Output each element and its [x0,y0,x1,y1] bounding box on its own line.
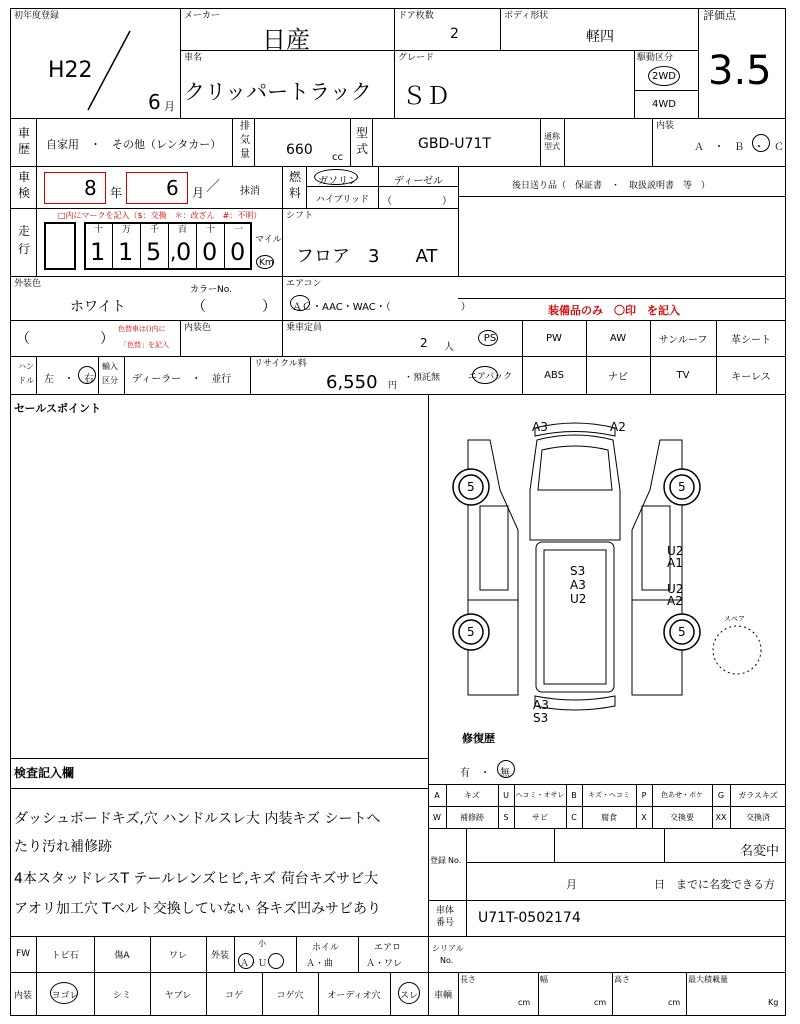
mark-a2-right: A2 [667,594,683,608]
mark-u2-right-b: U2 [667,582,684,596]
shift-value: フロア 3 AT [296,246,438,267]
grade-value: ＳＤ [402,82,450,110]
inspection-month: 6 [166,176,179,200]
mileage-digit-6: 0 [230,238,246,266]
ac-value: ＡＣ・AAC・WAC・（ ） [292,302,471,313]
equip-navi: ナビ [608,371,628,383]
mileage-note: □内にマークを記入（$：交換 ＊：改ざん #：不明） [58,211,262,220]
int-dirt: ヨゴレ [51,990,79,1001]
int-scuff: スレ [399,990,418,1001]
mark-s3-rear: S3 [533,711,549,725]
int-dirt-circle [50,982,78,1004]
ext-u-circle [268,953,284,969]
handle-circle [78,366,96,384]
mileage-digit-1: 1 [90,238,106,266]
equip-leather: 革シート [731,334,771,346]
interior-grade-value: Ａ ・ Ｂ ・ Ｃ [694,142,784,153]
model-value: GBD-U71T [418,136,491,152]
name-change-label: 名変中 [740,844,780,859]
ext-a-circle [238,953,254,969]
equip-aw: AW [609,332,627,344]
body-shape-value: 軽四 [586,29,614,45]
fuel-gas: ガソリン [318,176,358,187]
equip-ps-circle [478,330,498,346]
exterior-color-value: ホワイト [70,299,126,315]
mark-a3-front: A3 [532,420,548,434]
equip-pw: PW [546,332,562,344]
registration-label: 初年度登録 [14,11,60,21]
ac-circle [290,295,310,311]
sales-point-label: セールスポイント [14,402,102,415]
remarks-line-1: ダッシュボードキズ,穴 ハンドルスレ大 内装キズ シートへ [14,811,381,827]
mileage-digit-3: 5 [146,238,162,266]
int-scuff-circle [398,982,420,1004]
mark-u2-right-a: U2 [667,544,684,558]
import-value: ディーラー ・ 並行 [132,374,232,385]
registration-year: H22 [48,58,93,83]
legend-c: 腐食 [601,812,617,822]
legend-x: 交換要 [670,812,694,822]
equip-abs: ABS [544,369,564,381]
equip-airbag-circle [472,366,498,384]
equip-airbag: エアバック [467,371,513,382]
registration-month: 6 [148,90,161,114]
legend-xx: 交換済 [746,812,770,822]
repair-circle [497,760,515,778]
mark-5-rl: 5 [467,625,475,639]
fuel-diesel: ディーゼル [394,176,443,187]
car-damage-diagram [440,410,780,730]
legend-g: ガラスキズ [738,790,778,800]
equipment-title: 装備品のみ 〇印 を記入 [548,304,680,317]
spare-label: スペア [724,615,745,623]
mark-a2-front: A2 [610,420,626,434]
equip-ps: PS [483,332,497,344]
capacity-value: 2 [420,336,428,350]
auction-inspection-sheet: 初年度登録 H22 6 月 メーカー 日産 ドア枚数 2 ボディ形状 軽四 評価点 3.5 車名 クリッパートラック グレード ＳＤ 駆動区分 2WD 4WD 車 歴 自家用 ・ その他（レンタカー） 排 気 量 660 cc 型 式 GBD-U71T 通称 型式 内装 Ａ ・ Ｂ ・ Ｃ 車 検 8 年 6 月 抹消 ／ 燃 料 ガソリン ディーゼル ハイブリッド （ ） 後日送り品（ 保証書 ・ 取扱説明書 等 ） 走 行 □内にマークを記入（$：交換 ＊：改ざん #：不明） 十 万 千 百 十 一 1 1 5 , 0 0 0 マイル Km シフト フロア 3 AT 外装色 ホワイト カラーNo. （ ） エアコン ＡＣ・AAC・WAC・（ ） 装備品のみ 〇印 を記入 （ ） 色替車は()内に 「色替」を記入 内装色 乗車定員 2 人 PS PW AW サンルーフ 革シート ハン ドル 左 ・ 右 輸入 区分 ディーラー ・ 並行 リサイクル料 6,550 円 ・預託無 エアバック ABS ナビ TV キーレス セールスポイント A3 A2 5 5 5 5 S3 A3 U2 U2 A1 U2 A2 A3 S3 スペア 修復歴 有 ・ 無 検査記入欄 ダッシュボードキズ,穴 ハンドルスレ大 内装キズ シートへ たり汚れ補修跡 4本スタッドレスT テールレンズヒビ,キズ 荷台キズサビ大 アオリ加工穴 Tベルト交換していない 各キズ凹みサビあり A キズ U ヘコミ・オサレ B キズ・ヘコミ P 色あせ・ボケ G ガラスキズ W 補修跡 S サビ C 腐食 X 交換要 XX 交換済 登録 No. 名変中 月 日 までに名変できる方 車体 番号 U71T-0502174 FW トビ石 傷A ワレ 外装 小 Ａ・Ｕ ホイル Ａ・曲 エアロ Ａ・ワレ 内装 ヨゴレ シミ ヤブレ コゲ コゲ穴 オーディオ穴 スレ シリアル No. 車輌 長さ cm 幅 cm 高さ cm 最大積載量 Kg [0,0,800,1024]
mark-5-fl: 5 [467,480,475,494]
mark-a3-rear: A3 [533,698,549,712]
repair-label: 修復歴 [462,732,495,745]
mileage-digit-5: 0 [202,238,218,266]
mileage-digit-2: 1 [118,238,134,266]
drive-4wd: 4WD [652,99,676,110]
inspection-year: 8 [84,176,97,200]
registration-slash [80,28,140,114]
legend-b: キズ・ヘコミ [588,791,630,799]
doors-value: 2 [450,26,459,42]
legend-p: 色あせ・ボケ [661,791,703,799]
later-delivery: 後日送り品（ 保証書 ・ 取扱説明書 等 ） [512,181,711,191]
legend-s: サビ [532,812,548,822]
chassis-number: U71T-0502174 [478,910,581,926]
fuel-hybrid: ハイブリッド [316,195,370,205]
usage-value: 自家用 ・ その他（レンタカー） [46,138,222,151]
maker-value: 日産 [262,26,310,54]
remarks-line-2: たり汚れ補修跡 [14,839,112,855]
mark-5-fr: 5 [678,480,686,494]
drive-2wd-circle [648,66,680,86]
displacement-value: 660 [286,142,313,158]
fuel-gas-circle [314,169,358,185]
equip-sunroof: サンルーフ [658,334,708,346]
mark-a1-right: A1 [667,556,683,570]
mileage-km-circle [256,255,274,269]
remarks-label: 検査記入欄 [14,766,75,780]
mark-a3-roof: A3 [570,578,586,592]
car-name-value: クリッパートラック [184,80,372,104]
equip-keyless: キーレス [731,371,771,383]
score-value: 3.5 [708,48,772,94]
remarks-line-3: 4本スタッドレスT テールレンズヒビ,キズ 荷台キズサビ大 [14,871,379,887]
legend-u: ヘコミ・オサレ [515,791,565,799]
mileage-digit-4: 0 [176,238,192,266]
legend-a: キズ [464,790,480,800]
handle-value: 左 ・ 右 [44,374,94,385]
repair-value: 有 ・ 無 [460,768,510,779]
mileage-mark-box [44,222,76,270]
mark-s3-roof: S3 [570,564,586,578]
remarks-line-4: アオリ加工穴 Tベルト交換していない 各キズ凹みサビあり [14,901,382,917]
equip-tv: TV [676,369,690,381]
mark-u2-roof: U2 [570,592,587,606]
name-change-deadline: 月 日 までに名変できる方 [566,878,775,891]
interior-grade-circle [752,134,770,152]
legend-w: 補修跡 [460,812,484,822]
recycle-value: 6,550 [326,372,378,393]
mark-5-rr: 5 [678,625,686,639]
drive-2wd: 2WD [652,71,676,82]
